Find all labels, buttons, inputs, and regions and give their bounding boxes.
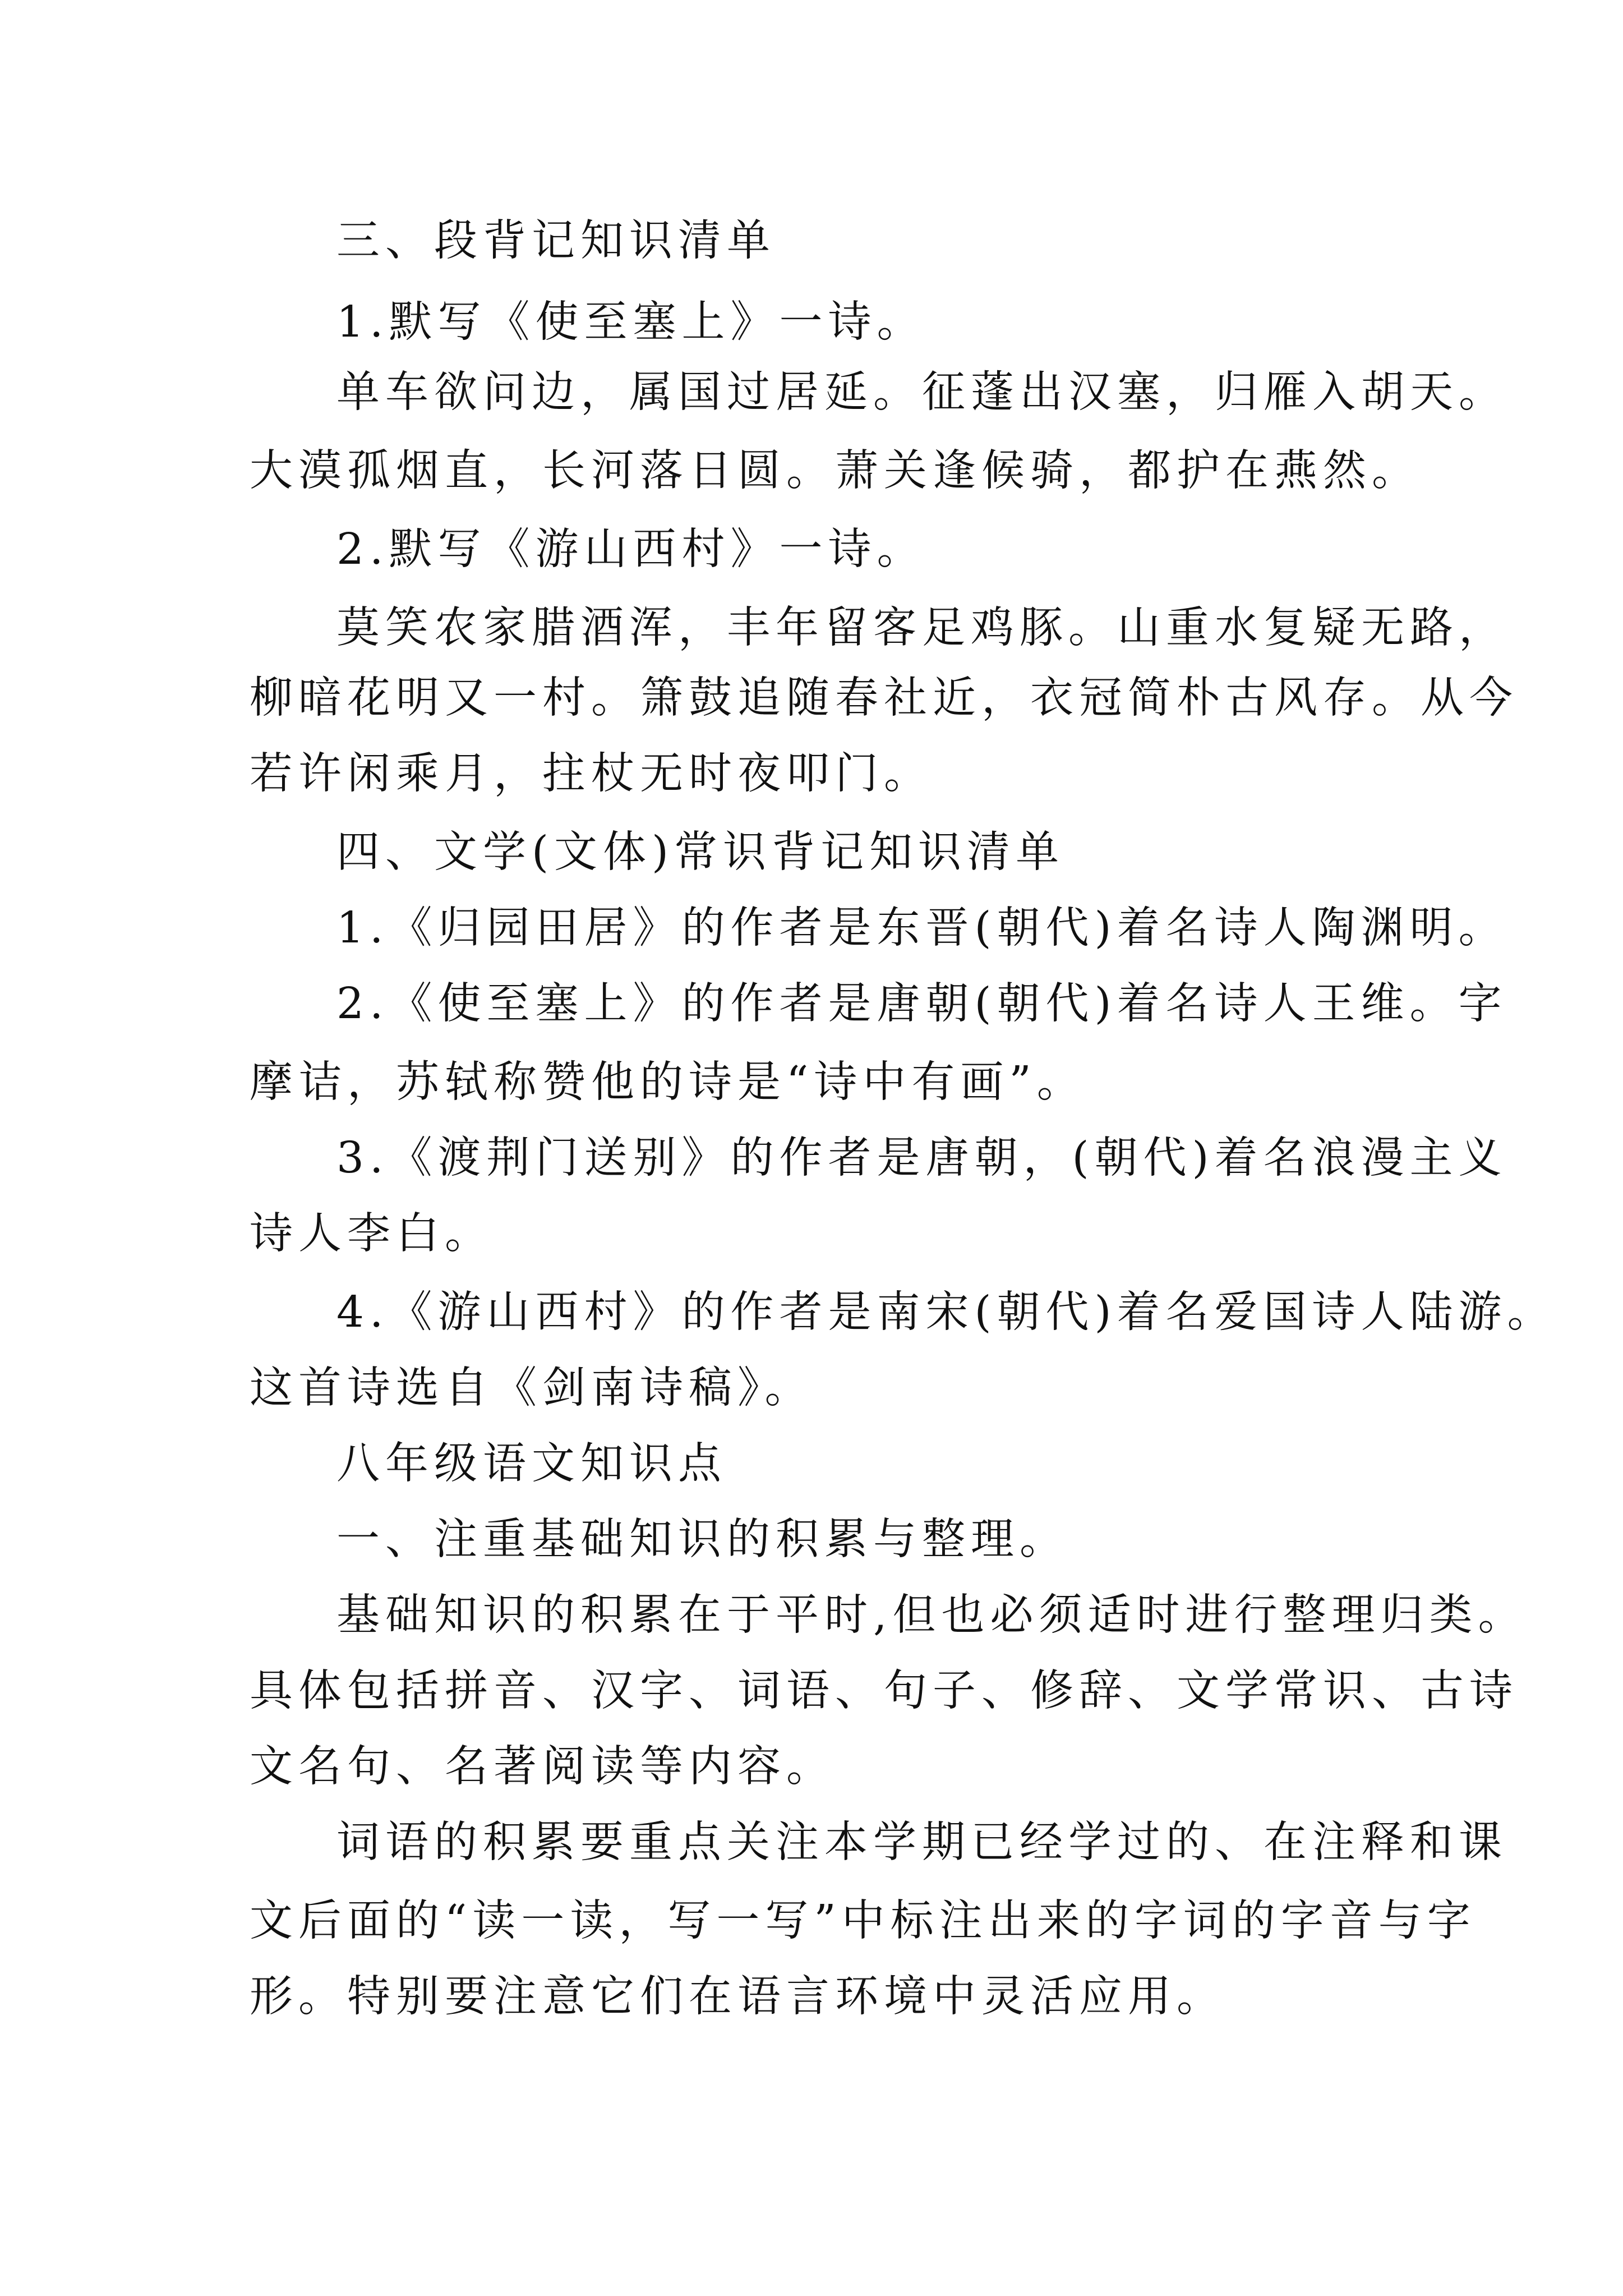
paragraph-line: 4.《游山西村》的作者是南宋(朝代)着名爱国诗人陆游。 bbox=[336, 1287, 1556, 1337]
section-heading-recitation: 三、段背记知识清单 bbox=[336, 216, 776, 266]
poem-line: 莫笑农家腊酒浑，丰年留客足鸡豚。山重水复疑无路， bbox=[336, 603, 1507, 653]
document-subtitle: 八年级语文知识点 bbox=[336, 1439, 727, 1489]
paragraph-line: 形。特别要注意它们在语言环境中灵活应用。 bbox=[250, 1972, 1225, 2022]
item-heading-1: 1.默写《使至塞上》一诗。 bbox=[336, 297, 926, 347]
paragraph-line: 这首诗选自《剑南诗稿》。 bbox=[250, 1363, 814, 1413]
section-heading-literature: 四、文学(文体)常识背记知识清单 bbox=[336, 827, 1065, 877]
paragraph-line: 词语的积累要重点关注本学期已经学过的、在注释和课 bbox=[336, 1818, 1507, 1867]
paragraph-line: 文名句、名著阅读等内容。 bbox=[250, 1742, 835, 1792]
paragraph-line: 1.《归园田居》的作者是东晋(朝代)着名诗人陶渊明。 bbox=[336, 903, 1507, 953]
paragraph-line: 文后面的“读一读，写一写”中标注出来的字词的字音与字 bbox=[250, 1896, 1476, 1946]
paragraph-line: 具体包括拼音、汉字、词语、句子、修辞、文学常识、古诗 bbox=[250, 1666, 1518, 1716]
poem-line: 大漠孤烟直，长河落日圆。萧关逢候骑，都护在燕然。 bbox=[250, 446, 1421, 496]
paragraph-line: 摩诘，苏轼称赞他的诗是“诗中有画”。 bbox=[250, 1057, 1086, 1107]
item-heading-2: 2.默写《游山西村》一诗。 bbox=[336, 524, 926, 574]
paragraph-line: 诗人李白。 bbox=[250, 1209, 494, 1259]
section-heading-basics: 一、注重基础知识的积累与整理。 bbox=[336, 1515, 1068, 1565]
poem-line: 单车欲问边，属国过居延。征蓬出汉塞，归雁入胡天。 bbox=[336, 367, 1507, 417]
paragraph-line: 基础知识的积累在于平时,但也必须适时进行整理归类。 bbox=[336, 1590, 1527, 1640]
paragraph-line: 3.《渡荆门送别》的作者是唐朝，(朝代)着名浪漫主义 bbox=[336, 1133, 1507, 1183]
poem-line: 柳暗花明又一村。箫鼓追随春社近，衣冠简朴古风存。从今 bbox=[250, 673, 1518, 723]
paragraph-line: 2.《使至塞上》的作者是唐朝(朝代)着名诗人王维。字 bbox=[336, 979, 1507, 1029]
poem-line: 若许闲乘月，拄杖无时夜叩门。 bbox=[250, 749, 933, 799]
